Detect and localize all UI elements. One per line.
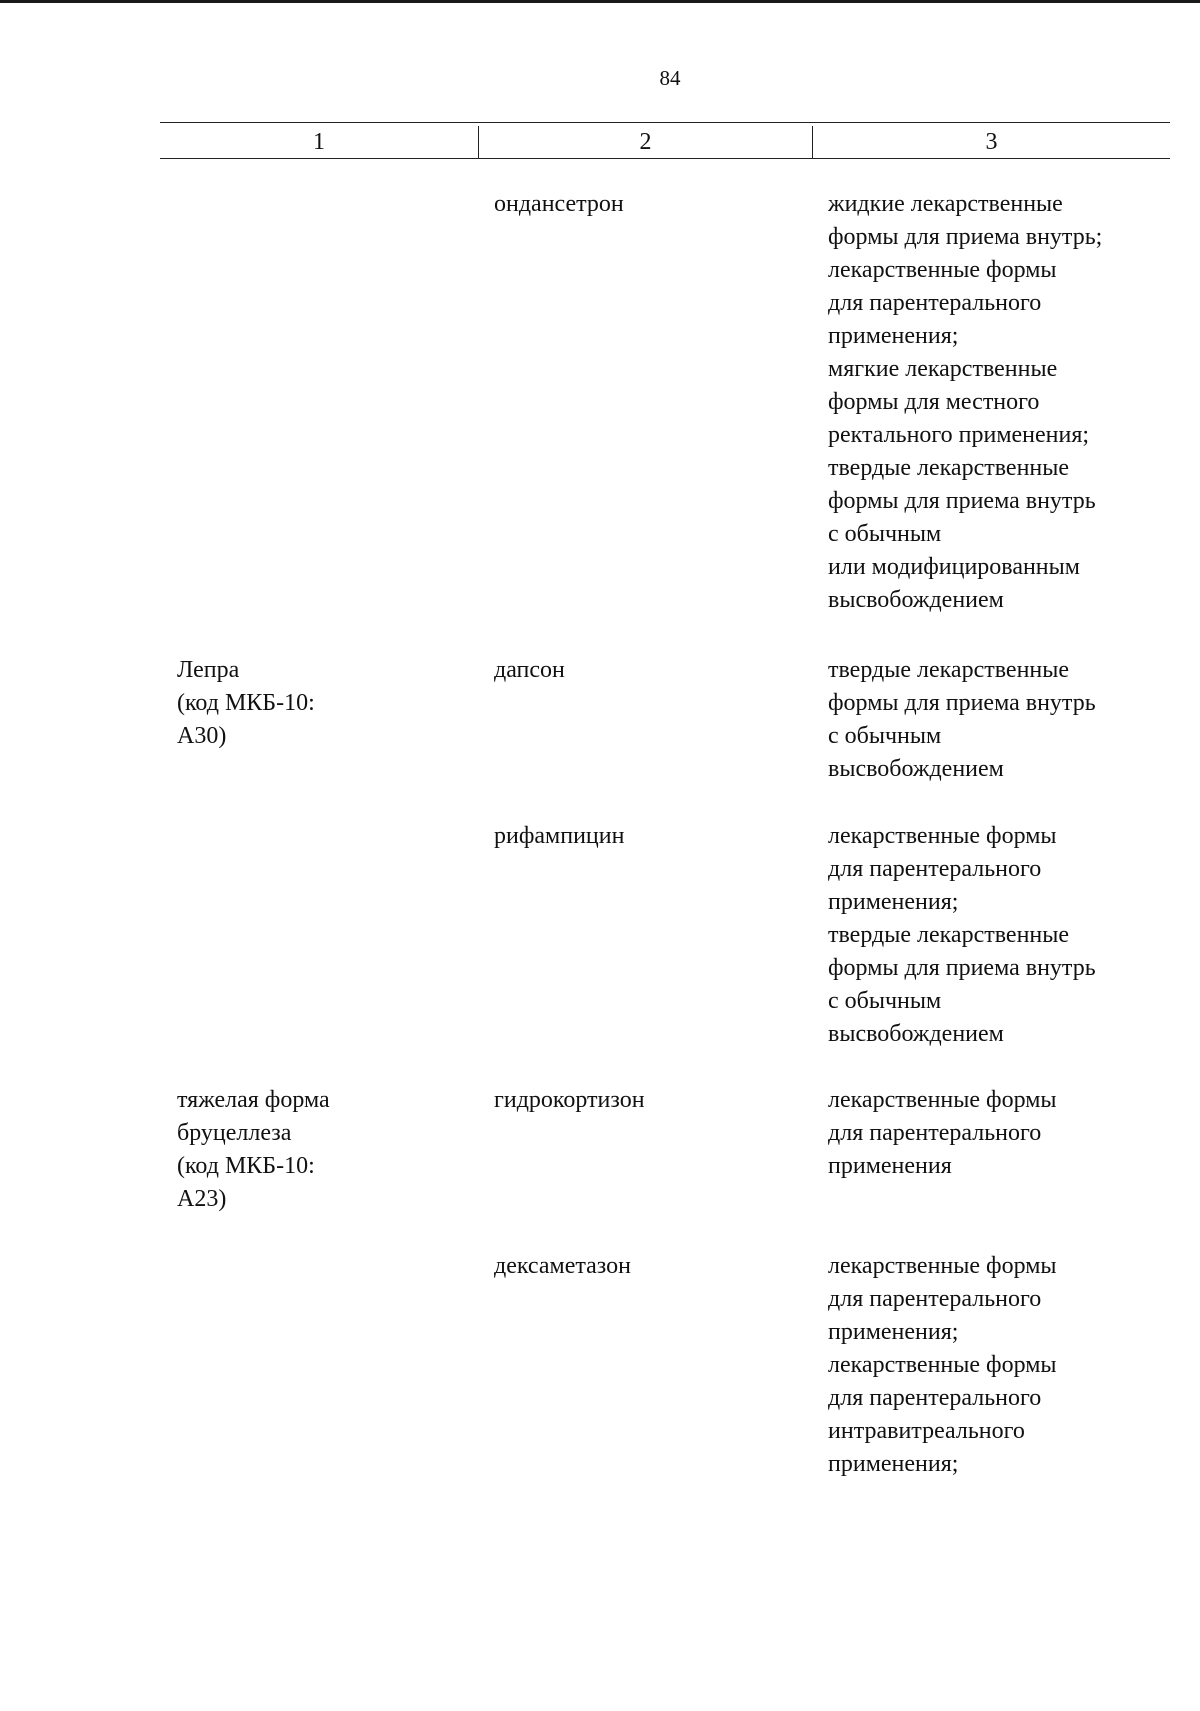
table-header-top-rule xyxy=(160,122,1170,123)
table-header-bottom-rule xyxy=(160,158,1170,159)
drug-cell: дексаметазон xyxy=(494,1253,631,1279)
disease-cell: Лепра (код МКБ-10: А30) xyxy=(177,657,315,749)
dosage-forms-cell: лекарственные формы для парентерального применения xyxy=(828,1087,1057,1179)
dosage-forms-cell: лекарственные формы для парентерального применения; лекарственные формы для парентерального интравитреального применения; xyxy=(828,1253,1057,1477)
dosage-forms-cell: лекарственные формы для парентерального применения; твердые лекарственные формы для приема внутрь с обычным высвобождением xyxy=(828,823,1096,1047)
column-header-2: 2 xyxy=(639,129,652,155)
dosage-forms-cell: жидкие лекарственные формы для приема внутрь; лекарственные формы для парентерального применения; мягкие лекарственные формы для местного ректального применения; твердые лекарственные формы для приема внутрь с обычным или модифицированным высвобождением xyxy=(828,191,1103,613)
drug-cell: рифампицин xyxy=(494,823,625,849)
column-header-3: 3 xyxy=(985,129,998,155)
page-number: 84 xyxy=(659,66,681,90)
drug-cell: дапсон xyxy=(494,657,565,683)
disease-cell: тяжелая форма бруцеллеза (код МКБ-10: А23) xyxy=(177,1087,330,1212)
drug-cell: ондансетрон xyxy=(494,191,624,217)
drug-cell: гидрокортизон xyxy=(494,1087,645,1113)
column-header-1: 1 xyxy=(313,129,325,155)
scan-edge xyxy=(0,0,1200,3)
dosage-forms-cell: твердые лекарственные формы для приема внутрь с обычным высвобождением xyxy=(828,657,1096,782)
